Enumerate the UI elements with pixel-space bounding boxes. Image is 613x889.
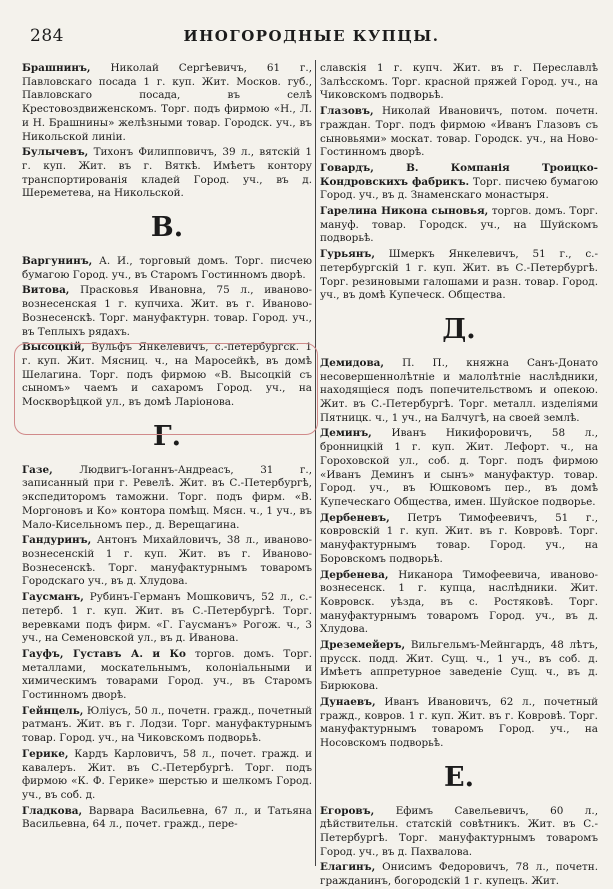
merchant-entry xyxy=(320,805,598,860)
merchant-name: Булычевъ, xyxy=(22,146,89,159)
merchant-entry xyxy=(22,748,312,803)
merchant-name: Говардъ, В. Компанія Троицко-Кондровскихъ фабрикъ. xyxy=(320,161,598,188)
merchant-name: Елагинъ, xyxy=(320,861,376,874)
merchant-name: Дунаевъ, xyxy=(320,695,376,708)
merchant-entry xyxy=(22,534,312,589)
merchant-details: Тихонъ Филипповичъ, 39 л., вятскій 1 г. куп. Жит. въ г. Вяткѣ. Имѣетъ контору транспортированія кладей Город. уч., въ д. Шереметева, на Никольской. xyxy=(22,146,312,200)
merchant-name: Деминъ, xyxy=(320,427,372,440)
merchant-entry xyxy=(320,205,598,246)
merchant-entry xyxy=(22,705,312,746)
merchant-details: Прасковья Ивановна, 75 л., иваново-вознесенская 1 г. купчиха. Жит. въ г. Иваново-Вознесенскѣ. Торг. мануфактурн. товар. Город. уч., въ Теплыхъ рядахъ. xyxy=(22,284,312,338)
merchant-entry xyxy=(320,696,598,751)
merchant-name: Дербенева, xyxy=(320,568,389,581)
page-number: 284 xyxy=(30,26,64,46)
merchant-name: Гандуринъ, xyxy=(22,534,92,547)
section-letter: Е. xyxy=(444,761,474,793)
merchant-details: Онисимъ Федоровичъ, 78 л., почетн. гражданинъ, богородскій 1 г. купецъ. Жит. xyxy=(320,861,598,888)
merchant-name: Дреземейеръ, xyxy=(320,639,406,652)
merchant-details: Ефимъ Савельевичъ, 60 л., дѣйствительн. статскій совѣтникъ. Жит. въ С.-Петербургѣ. Торг. мануфактурнымъ товаромъ Город. уч., въ д. Пахвалова. xyxy=(320,804,598,858)
merchant-entry xyxy=(22,805,312,832)
section-letter: В. xyxy=(150,212,184,244)
merchant-name: Варгунинъ, xyxy=(22,255,93,268)
merchant-entry xyxy=(22,62,312,144)
merchant-entry xyxy=(22,648,312,703)
merchant-entry xyxy=(320,248,598,303)
merchant-details: Иванъ Никифоровичъ, 58 л., бронницкій 1 г. куп. Жит. Лефорт. ч., на Гороховской ул., соб. д. Торг. подъ фирмою «Иванъ Деминъ и сынъ» мануфактур. товар. Город. уч., въ Юшковомъ пер., въ домѣ Купеческаго Общества, имен. Шуйское подворье. xyxy=(320,427,598,508)
merchant-entry xyxy=(320,427,598,509)
merchant-name: Гейнцель, xyxy=(22,704,84,717)
merchant-details: торгов. домъ. Торг. металлами, москательнымъ, колоніальными и химическимъ товарами Город. уч., въ Старомъ Гостинномъ дворѣ. xyxy=(22,647,313,702)
merchant-name: Гарелина Никона сыновья, xyxy=(320,205,489,218)
merchant-entry xyxy=(320,569,598,638)
merchant-name: Егоровъ, xyxy=(320,804,375,817)
merchant-name: Гладкова, xyxy=(22,804,83,817)
merchant-details: Варвара Васильевна, 67 л., и Татьяна Васильевна, 64 л., почет. гражд., пере- xyxy=(22,804,312,831)
merchant-name: Гурьянъ, xyxy=(320,248,376,261)
merchant-entry xyxy=(320,639,598,694)
merchant-name: Газе, xyxy=(22,463,53,476)
merchant-entry xyxy=(22,146,312,201)
merchant-details: Юліусъ, 50 л., почетн. гражд., почетный ратманъ. Жит. въ г. Лодзи. Торг. мануфактурнымъ товар. Город. уч., на Чиковскомъ подворьѣ. xyxy=(22,704,312,745)
right-column xyxy=(320,62,599,888)
merchant-entry xyxy=(22,255,312,282)
merchant-details: Торг. писчею бумагою Город. уч., въ д. Знаменскаго монастыря. xyxy=(320,175,598,202)
merchant-name: Гаусманъ, xyxy=(22,591,84,604)
merchant-details: Кардъ Карловичъ, 58 л., почет. гражд. и кавалеръ. Жит. въ С.-Петербургѣ. Торг. подъ фирмою «К. Ф. Герике» шерстью и шелкомъ Город. уч., въ соб. д. xyxy=(22,747,312,801)
entry-highlight-box xyxy=(14,343,318,435)
merchant-details: Шмеркъ Янкелевичъ, 51 г., с.-петербургскій 1 г. куп. Жит. въ С.-Петербургѣ. Торг. резиновыми галошами и разн. товар. Город. уч., въ домѣ Купеческ. Общества. xyxy=(320,248,598,302)
merchant-entry xyxy=(22,284,312,339)
merchant-details: Николай Ивановичъ, потом. почетн. граждан. Торг. подъ фирмою «Иванъ Глазовъ съ сыновьями» москат. товар. Городск. уч., на Ново-Гостинномъ дворѣ. xyxy=(320,105,598,159)
merchant-details: Николай Сергѣевичъ, 61 г., Павловскаго посада 1 г. куп. Жит. Москов. губ., Павловскаго посада, въ селѣ Крестовоздвиженскомъ. Торг. подъ фирмою «Н., Л. и Н. Брашнины» желѣзными товар. Городск. уч., въ Никольской линіи. xyxy=(22,62,312,143)
merchant-name: Гауфъ, Густавъ А. и Ко xyxy=(22,647,186,660)
merchant-details: Рубинъ-Германъ Мошковичъ, 52 л., с.-петерб. 1 г. куп. Жит. въ С.-Петербургѣ. Торг. веревками подъ фирм. «Г. Гаусманъ» Рогож. ч., 3 уч., на Семеновской ул., въ д. Иванова. xyxy=(22,591,312,645)
merchant-name: Герике, xyxy=(22,747,69,760)
merchant-details: Людвигъ-Іоганнъ-Андреасъ, 31 г., записанный при г. Ревелѣ. Жит. въ С.-Петербургѣ, экспедиторомъ таможни. Торг. подъ фирм. «В. Моргоновъ и Ко» контора помѣщ. Мясн. ч., 1 уч., въ Мало-Кисельномъ пер., д. Верещагина. xyxy=(22,463,312,531)
merchant-entry xyxy=(320,357,598,426)
page-header xyxy=(30,26,593,52)
merchant-details: Вульфъ Янкелевичъ, с.-петербургск. 1 г. куп. Жит. Мясниц. ч., на Маросейкѣ, въ домѣ Шелагина. Торг. подъ фирмою «В. Высоцкій съ сыномъ» чаемъ и сахаромъ Город. уч., на Москворѣцкой ул., въ домѣ Ларіонова. xyxy=(22,341,312,409)
merchant-details: торгов. домъ. Торг. мануф. товар. Городск. уч., на Шуйскомъ подворьѣ. xyxy=(320,205,599,245)
merchant-name: Брашнинъ, xyxy=(22,62,91,74)
merchant-entry xyxy=(320,162,598,203)
merchant-name: Дербеневъ, xyxy=(320,511,390,524)
merchant-details: Петръ Тимофеевичъ, 51 г., ковровскій 1 г. куп. Жит. въ г. Ковровѣ. Торг. мануфактурнымъ товар. Город. уч., на Боровскомъ подворьѣ. xyxy=(320,511,598,565)
merchant-name: Глазовъ, xyxy=(320,105,374,118)
merchant-details: славскія 1 г. купч. Жит. въ г. Переславлѣ Залѣсскомъ. Торг. красной пряжей Город. уч., на Чиковскомъ подворьѣ. xyxy=(320,62,598,102)
merchant-name: Демидова, xyxy=(320,356,385,369)
merchant-entry xyxy=(22,591,312,646)
page-title: ИНОГОРОДНЫЕ КУПЦЫ. xyxy=(183,27,440,45)
section-letter: Г. xyxy=(152,420,182,452)
merchant-entry xyxy=(320,861,598,888)
merchant-entry xyxy=(22,464,312,533)
merchant-name: Витова, xyxy=(22,284,70,297)
merchant-details: А. И., торговый домъ. Торг. писчею бумагою Город. уч., въ Старомъ Гостинномъ дворѣ. xyxy=(22,255,312,281)
merchant-details: Иванъ Ивановичъ, 62 л., почетный гражд., ковров. 1 г. куп. Жит. въ г. Ковровѣ. Торг. мануфактурнымъ товаромъ Город. уч., на Носовскомъ подворьѣ. xyxy=(320,695,598,749)
column-divider xyxy=(315,60,316,866)
merchant-details: Вильгельмъ-Мейнгардъ, 48 лѣтъ, прусск. подд. Жит. Сущ. ч., 1 уч., въ соб. д. Имѣетъ аппретурное заведеніе Сущ. ч., въ д. Бирюкова. xyxy=(320,639,598,693)
merchant-name: Высоцкій, xyxy=(22,341,85,354)
merchant-details: Антонъ Михайловичъ, 38 л., иваново-вознесенскій 1 г. куп. Жит. въ г. Иваново-Вознесенскѣ. Торг. мануфактурнымъ товаромъ Городскаго уч., въ д. Хлудова. xyxy=(22,534,312,588)
merchant-entry xyxy=(320,62,598,103)
merchant-details: П. П., княжна Санъ-Донато несовершеннолѣтніе и малолѣтніе наслѣдники, находящіеся подъ попечительствомъ и опекою. Жит. въ С.-Петербургѣ. Торг. металл. изделіями Пятницк. ч., 1 уч., на Балчугѣ, на своей землѣ. xyxy=(320,356,598,424)
merchant-entry xyxy=(320,105,598,160)
merchant-entry xyxy=(320,512,598,567)
merchant-details: Никанора Тимофеевича, иваново-вознесенск. 1 г. купца, наслѣдники. Жит. Ковровск. уѣзда, въ с. Ростяковѣ. Торг. мануфактурнымъ товаромъ Город. уч., въ д. Хлудова. xyxy=(320,568,598,636)
left-column xyxy=(22,62,312,872)
section-letter: Д. xyxy=(442,313,476,345)
